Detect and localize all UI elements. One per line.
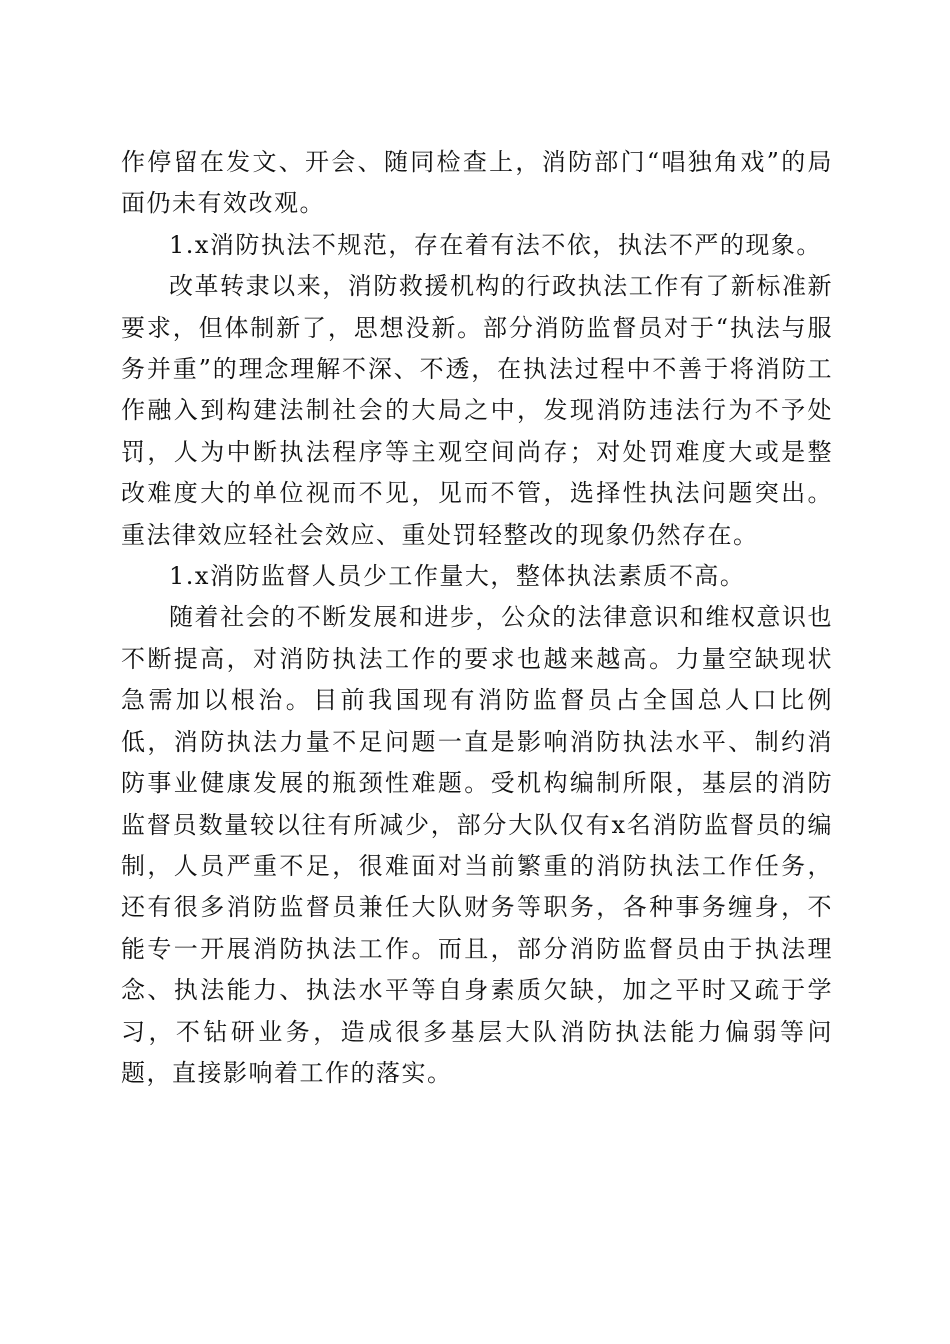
paragraph-law-enforcement: 改革转隶以来，消防救援机构的行政执法工作有了新标准新要求，但体制新了，思想没新。部分消防监督员对于“执法与服务并重”的理念理解不深、不透，在执法过程中不善于将消防工作融入到构建法制社会的大局之中，发现消防违法行为不予处罚，人为中断执法程序等主观空间尚存；对处罚难度大或是整改难度大的单位视而不见，见而不管，选择性执法问题突出。重法律效应轻社会效应、重处罚轻整改的现象仍然存在。	[121, 272, 833, 549]
document-body	[121, 142, 833, 1094]
section-heading-staffing: 1.x消防监督人员少工作量大，整体执法素质不高。	[169, 562, 746, 591]
section-heading-law-enforcement: 1.x消防执法不规范，存在着有法不依，执法不严的现象。	[169, 230, 822, 259]
paragraph-staffing: 随着社会的不断发展和进步，公众的法律意识和维权意识也不断提高，对消防执法工作的要求也越来越高。力量空缺现状急需加以根治。目前我国现有消防监督员占全国总人口比例低，消防执法力量不足问题一直是影响消防执法水平、制约消防事业健康发展的瓶颈性难题。受机构编制所限，基层的消防监督员数量较以往有所减少，部分大队仅有x名消防监督员的编制，人员严重不足，很难面对当前繁重的消防执法工作任务，还有很多消防监督员兼任大队财务等职务，各种事务缠身，不能专一开展消防执法工作。而且，部分消防监督员由于执法理念、执法能力、执法水平等自身素质欠缺，加之平时又疏于学习，不钻研业务，造成很多基层大队消防执法能力偏弱等问题，直接影响着工作的落实。	[121, 603, 833, 1087]
paragraph-continuation: 作停留在发文、开会、随同检查上，消防部门“唱独角戏”的局面仍未有效改观。	[121, 148, 833, 218]
